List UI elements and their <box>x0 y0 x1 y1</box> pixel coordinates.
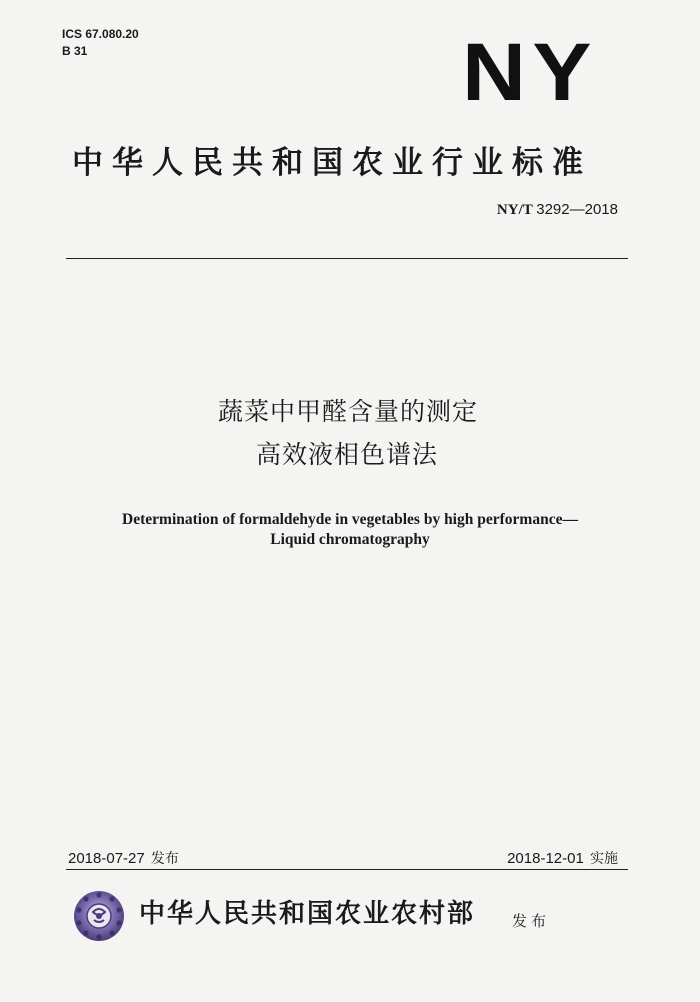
chinese-title-line-1: 蔬菜中甲醛含量的测定 <box>217 397 478 426</box>
issuing-ministry: 中华人民共和国农业农村部 <box>139 899 476 929</box>
implement-date-value: 2018-12-01 <box>507 850 584 867</box>
issue-date-value: 2018-07-27 <box>68 850 145 867</box>
ccs-code: B 31 <box>62 44 88 58</box>
issue-label: 发布 <box>150 851 179 867</box>
english-title-line-1: Determination of formaldehyde in vegetables by high performance— <box>122 511 578 528</box>
implement-date <box>507 848 618 868</box>
issue-date <box>68 848 179 868</box>
ministry-emblem-icon <box>73 890 125 942</box>
bottom-divider <box>66 869 628 870</box>
ny-logo: NY <box>462 27 598 118</box>
implement-label: 实施 <box>590 851 618 867</box>
classification-codes <box>62 26 139 60</box>
top-divider <box>66 258 628 259</box>
standard-code-prefix: NY/T <box>496 202 533 218</box>
publish-label: 发布 <box>512 912 551 930</box>
english-title-line-2: Liquid chromatography <box>270 531 430 548</box>
ics-code: ICS 67.080.20 <box>62 27 139 41</box>
chinese-title-line-2: 高效液相色谱法 <box>255 440 438 469</box>
standard-code <box>497 201 618 219</box>
standard-code-number: 3292—2018 <box>536 201 618 218</box>
standard-category-title: 中华人民共和国农业行业标准 <box>72 145 592 181</box>
